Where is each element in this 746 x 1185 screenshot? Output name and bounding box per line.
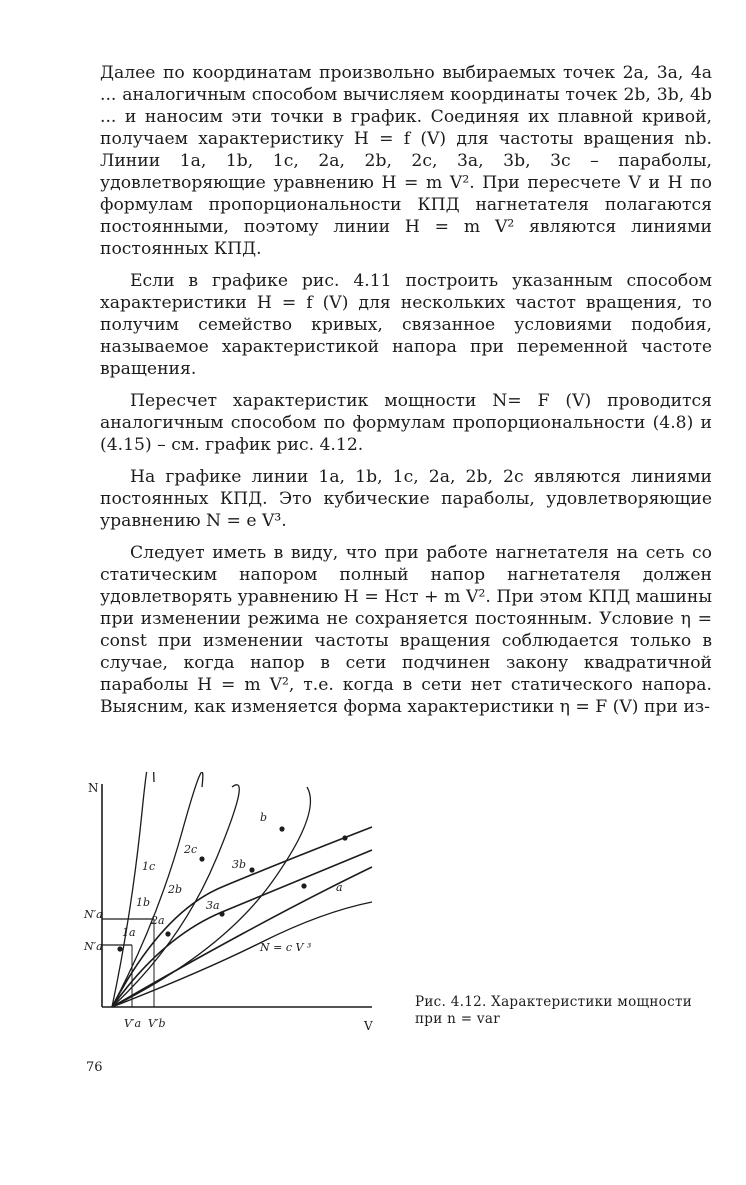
label-1c: 1c — [142, 860, 156, 873]
figure-power-characteristics — [72, 772, 392, 1042]
label-1a: 1a — [122, 926, 136, 939]
label-a: a — [336, 881, 343, 894]
power-characteristics-diagram — [72, 772, 392, 1042]
y-tick-na-upper: N′a — [84, 908, 103, 921]
point-2c — [199, 856, 204, 861]
efficiency-line-2c — [112, 772, 203, 1007]
equation-label: N = c V ³ — [260, 941, 312, 954]
point-3a — [219, 911, 224, 916]
label-2a: 2a — [151, 914, 165, 927]
point-a — [301, 883, 306, 888]
x-tick-va: V′a — [124, 1017, 141, 1030]
page-number: 76 — [86, 1060, 103, 1075]
label-2c: 2c — [184, 843, 198, 856]
paragraph-4: На графике линии 1a, 1b, 1c, 2a, 2b, 2c являются линиями постоянных КПД. Это кубические параболы, удовлетворяющие уравнению N = e V³. — [100, 467, 712, 531]
y-axis-label: N — [88, 781, 99, 795]
label-1b: 1b — [136, 896, 151, 909]
point-b-upper — [342, 835, 347, 840]
power-curve-mid — [112, 850, 372, 1007]
label-3a: 3a — [206, 899, 220, 912]
paragraph-1: Далее по координатам произвольно выбираемых точек 2a, 3a, 4a ... аналогичным способом вычисляем координаты точек 2b, 3b, 4b ... и наносим эти точки в график. Соединяя их плавной кривой, получаем характеристику H = f (V) для частоты вращения nb. Линии 1a, 1b, 1c, 2a, 2b, 2c, 3a, 3b, 3c – параболы, удовлетворяющие уравнению H = m V². При пересчете V и H по формулам пропорциональности КПД нагнетателя полагаются постоянными, поэтому линии H = m V² являются линиями постоянных КПД. — [100, 63, 712, 259]
y-tick-na-lower: N′a — [84, 940, 103, 953]
x-tick-vb: V′b — [148, 1017, 166, 1030]
point-3b — [249, 867, 254, 872]
point-b — [279, 826, 284, 831]
label-b: b — [260, 811, 268, 824]
label-2b: 2b — [168, 883, 183, 896]
paragraph-2: Если в графике рис. 4.11 построить указанным способом характеристики H = f (V) для нескольких частот вращения, то получим семейство кривых, связанное условиями подобия, называемое характеристикой напора при переменной частоте вращения. — [100, 271, 712, 379]
x-axis-label: V — [364, 1019, 373, 1033]
paragraph-5: Следует иметь в виду, что при работе нагнетателя на сеть со статическим напором полный напор нагнетателя должен удовлетворять уравнению H = Hст + m V². При этом КПД машины при изменении режима не сохраняется постоянным. Условие η = const при изменении частоты вращения соблюдается только в случае, когда напор в сети подчинен закону квадратичной параболы H = m V², т.е. когда в сети нет статического напора. Выясним, как изменяется форма характеристики η = F (V) при из- — [100, 543, 712, 717]
paragraph-3: Пересчет характеристик мощности N= F (V) проводится аналогичным способом по формулам пропорциональности (4.8) и (4.15) – см. график рис. 4.12. — [100, 391, 712, 455]
point-2a — [165, 931, 170, 936]
body-text — [100, 62, 712, 728]
point-1a — [117, 946, 122, 951]
label-3b: 3b — [232, 858, 247, 871]
figure-caption: Рис. 4.12. Характеристики мощности при n = var — [415, 994, 693, 1027]
